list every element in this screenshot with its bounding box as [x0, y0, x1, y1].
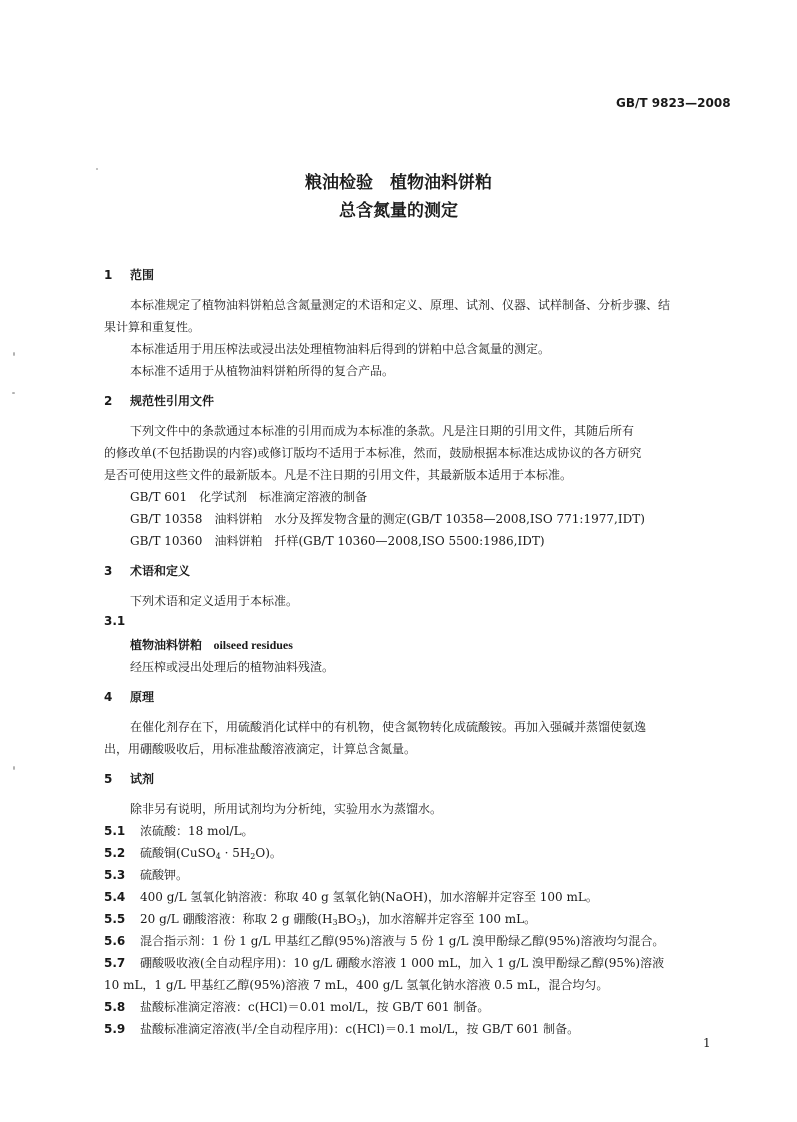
section-3-heading — [104, 562, 190, 579]
document-title-line1: 粮油检验 植物油料饼粕 — [305, 173, 492, 193]
item-text: 盐酸标准滴定溶液(半/全自动程序用)：c(HCl)＝0.1 mol/L，按 GB/T 601 制备。 — [140, 1022, 580, 1036]
paragraph: 下列文件中的条款通过本标准的引用而成为本标准的条款。凡是注日期的引用文件，其随后所有 — [130, 424, 635, 438]
section-number: 3 — [104, 564, 113, 578]
paragraph: 在催化剂存在下，用硫酸消化试样中的有机物，使含氮物转化成硫酸铵。再加入强碱并蒸馏使氨逸 — [130, 720, 647, 734]
section-number: 2 — [104, 394, 113, 408]
subscript: 3 — [356, 918, 362, 927]
section-number: 4 — [104, 690, 113, 704]
section-title: 原理 — [130, 690, 155, 704]
item-text: 硫酸铜(CuSO — [140, 846, 216, 860]
reagent-item — [104, 844, 282, 861]
document-title-line2: 总含氮量的测定 — [339, 201, 458, 221]
subscript: 2 — [250, 852, 256, 861]
paragraph: 本标准适用于用压榨法或浸出法处理植物油料后得到的饼粕中总含氮量的测定。 — [130, 342, 551, 356]
item-text: 浓硫酸：18 mol/L。 — [140, 824, 254, 838]
section-4-heading — [104, 688, 154, 705]
item-number: 5.3 — [104, 868, 126, 882]
item-text: BO — [337, 912, 357, 926]
subscript: 4 — [215, 852, 221, 861]
page-number: 1 — [703, 1036, 711, 1050]
item-number: 5.9 — [104, 1022, 126, 1036]
section-5-heading — [104, 770, 154, 787]
item-number: 5.2 — [104, 846, 126, 860]
item-number: 5.4 — [104, 890, 126, 904]
paragraph: 本标准规定了植物油料饼粕总含氮量测定的术语和定义、原理、试剂、仪器、试样制备、分析步骤、结 — [130, 298, 671, 312]
reagent-item — [104, 954, 664, 971]
section-number: 1 — [104, 268, 113, 282]
reference-item: GB/T 601 化学试剂 标准滴定溶液的制备 — [130, 490, 368, 504]
item-number: 5.8 — [104, 1000, 126, 1014]
paragraph-continuation: 是否可使用这些文件的最新版本。凡是不注日期的引用文件，其最新版本适用于本标准。 — [104, 468, 573, 482]
item-number: 5.6 — [104, 934, 126, 948]
scan-speck — [12, 392, 15, 394]
section-title: 试剂 — [130, 772, 155, 786]
paragraph-continuation: 出，用硼酸吸收后，用标准盐酸溶液滴定，计算总含氮量。 — [104, 742, 417, 756]
scan-speck — [13, 766, 15, 770]
item-text: 盐酸标准滴定溶液：c(HCl)＝0.01 mol/L，按 GB/T 601 制备。 — [140, 1000, 490, 1014]
item-text: 400 g/L 氢氧化钠溶液：称取 40 g 氢氧化钠(NaOH)，加水溶解并定容至 100 mL。 — [140, 890, 598, 904]
paragraph: 本标准不适用于从植物油料饼粕所得的复合产品。 — [130, 364, 395, 378]
item-text: 混合指示剂：1 份 1 g/L 甲基红乙醇(95%)溶液与 5 份 1 g/L 溴甲酚绿乙醇(95%)溶液均匀混合。 — [140, 934, 665, 948]
reference-item: GB/T 10360 油料饼粕 扦样(GB/T 10360—2008,ISO 5500:1986,IDT) — [130, 534, 545, 548]
section-title: 术语和定义 — [130, 564, 191, 578]
item-text: )，加水溶解并定容至 100 mL。 — [361, 912, 537, 926]
scan-speck — [96, 168, 98, 170]
term-entry — [130, 636, 293, 653]
item-text: 硫酸钾。 — [140, 868, 189, 882]
reagent-item-continuation: 10 mL，1 g/L 甲基红乙醇(95%)溶液 7 mL，400 g/L 氢氧化钠水溶液 0.5 mL，混合均匀。 — [104, 978, 609, 992]
item-text: 硼酸吸收液(全自动程序用)：10 g/L 硼酸水溶液 1 000 mL，加入 1 g/L 溴甲酚绿乙醇(95%)溶液 — [140, 956, 665, 970]
item-number: 5.5 — [104, 912, 126, 926]
reagent-item — [104, 932, 664, 949]
scan-speck — [13, 352, 15, 356]
subsection-number: 3.1 — [104, 614, 126, 628]
paragraph: 除非另有说明，所用试剂均为分析纯，实验用水为蒸馏水。 — [130, 802, 443, 816]
reagent-item — [104, 910, 536, 927]
section-2-heading — [104, 392, 214, 409]
item-number: 5.1 — [104, 824, 126, 838]
reagent-item — [104, 866, 188, 883]
paragraph-continuation: 的修改单(不包括勘误的内容)或修订版均不适用于本标准，然而，鼓励根据本标准达成协议的各方研究 — [104, 446, 642, 460]
section-title: 范围 — [130, 268, 155, 282]
section-1-heading — [104, 266, 154, 283]
section-number: 5 — [104, 772, 113, 786]
standard-code: GB/T 9823—2008 — [616, 96, 731, 110]
term-english: oilseed residues — [213, 638, 293, 652]
term-chinese: 植物油料饼粕 — [130, 638, 203, 652]
reagent-item — [104, 888, 598, 905]
paragraph-continuation: 果计算和重复性。 — [104, 320, 201, 334]
section-title: 规范性引用文件 — [130, 394, 215, 408]
term-definition: 经压榨或浸出处理后的植物油料残渣。 — [130, 660, 335, 674]
paragraph: 下列术语和定义适用于本标准。 — [130, 594, 299, 608]
reagent-item — [104, 822, 254, 839]
item-text: 20 g/L 硼酸溶液：称取 2 g 硼酸(H — [140, 912, 333, 926]
subscript: 3 — [332, 918, 338, 927]
reagent-item — [104, 1020, 579, 1037]
reference-item: GB/T 10358 油料饼粕 水分及挥发物含量的测定(GB/T 10358—2008,ISO 771:1977,IDT) — [130, 512, 645, 526]
item-text: · 5H — [220, 846, 251, 860]
item-number: 5.7 — [104, 956, 126, 970]
item-text: O)。 — [255, 846, 282, 860]
reagent-item — [104, 998, 489, 1015]
